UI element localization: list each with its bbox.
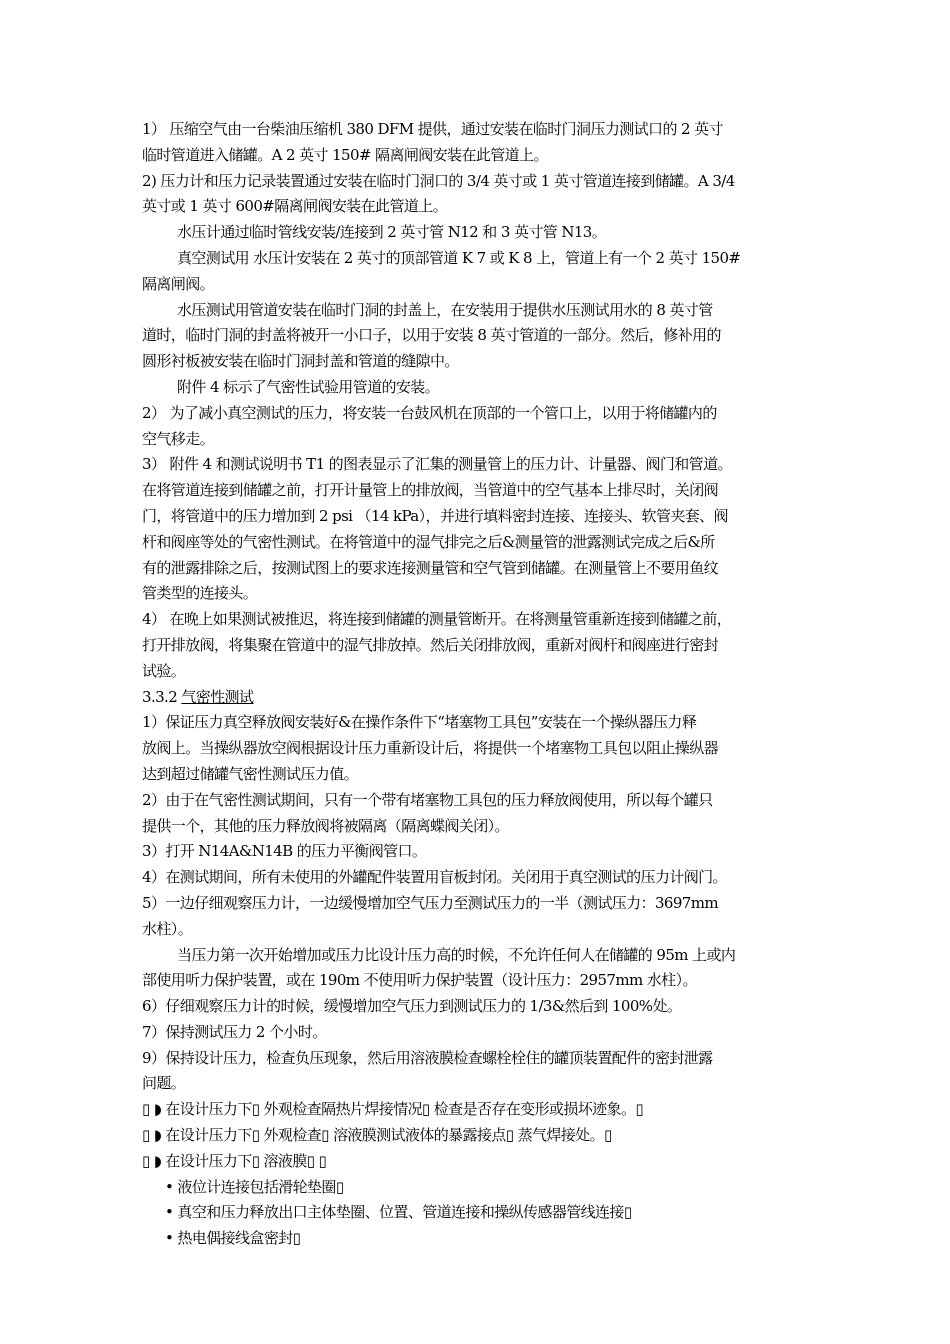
bullet-icon: • bbox=[165, 1229, 174, 1248]
text-line: 达到超过储罐气密性测试压力值。 bbox=[142, 764, 359, 783]
text-line: 当压力第一次开始增加或压力比设计压力高的时候，不允许任何人在储罐的 95m 上或内 bbox=[177, 945, 736, 964]
text-line: 道时，临时门洞的封盖将被开一小口子，以用于安装 8 英寸管道的一部分。然后，修补用的 bbox=[142, 326, 721, 345]
bullet-item bbox=[142, 1200, 808, 1226]
text-line: 5）一边仔细观察压力计，一边缓慢增加空气压力至测试压力的一半（测试压力：3697mm bbox=[142, 893, 718, 912]
text-line: 真空测试用 水压计安装在 2 英寸的顶部管道 K 7 或 K 8 上，管道上有一个 2 英寸 150# bbox=[177, 248, 741, 267]
text-line: ▯ ◗ 在设计压力下▯ 外观检查隔热片焊接情况▯ 检查是否存在变形或损坏迹象。▯ bbox=[142, 1100, 643, 1119]
text-line: 3） 附件 4 和测试说明书 T1 的图表显示了汇集的测量管上的压力计、计量器、阀门和管道。 bbox=[142, 455, 732, 474]
document-page bbox=[142, 117, 808, 1252]
text-line: 9）保持设计压力，检查负压现象，然后用溶液膜检查螺栓栓住的罐顶装置配件的密封泄露 bbox=[142, 1048, 713, 1067]
text-line: 附件 4 标示了气密性试验用管道的安装。 bbox=[177, 377, 440, 396]
text-line: 门，将管道中的压力增加到 2 psi （14 kPa），并进行填料密封连接、连接头、软管夹套、阀 bbox=[142, 506, 728, 525]
bullet-icon: • bbox=[165, 1203, 174, 1222]
text-line: 提供一个，其他的压力释放阀将被隔离（隔离蝶阀关闭）。 bbox=[142, 816, 509, 835]
text-line: 4） 在晚上如果测试被推迟，将连接到储罐的测量管断开。在将测量管重新连接到储罐之前， bbox=[142, 610, 732, 629]
text-line: 6）仔细观察压力计的时候，缓慢增加空气压力到测试压力的 1/3&然后到 100%处。 bbox=[142, 997, 682, 1016]
text-line: 1） 压缩空气由一台柴油压缩机 380 DFM 提供，通过安装在临时门洞压力测试口的 2 英寸 bbox=[142, 120, 723, 138]
text-line: 放阀上。当操纵器放空阀根据设计压力重新设计后，将提供一个堵塞物工具包以阻止操纵器 bbox=[142, 739, 719, 758]
text-line: 7）保持测试压力 2 个小时。 bbox=[142, 1022, 327, 1041]
text-line: 空气移走。 bbox=[142, 429, 215, 448]
text-line: 问题。 bbox=[142, 1074, 186, 1093]
text-line: 管类型的连接头。 bbox=[142, 584, 258, 603]
text-line: 试验。 bbox=[142, 661, 186, 680]
text-line: ▯ ◗ 在设计压力下▯ 溶液膜▯ ▯ bbox=[142, 1151, 327, 1170]
text-line: 隔离闸阀。 bbox=[142, 274, 215, 293]
bullet-item bbox=[142, 1226, 808, 1252]
bullet-text: 液位计连接包括滑轮垫圈▯ bbox=[177, 1177, 344, 1196]
section-number: 3.3.2 bbox=[142, 687, 178, 706]
text-line: 水压测试用管道安装在临时门洞的封盖上，在安装用于提供水压测试用水的 8 英寸管 bbox=[177, 300, 713, 319]
text-line: 4）在测试期间，所有未使用的外罐配件装置用盲板封闭。关闭用于真空测试的压力计阀门。 bbox=[142, 868, 727, 887]
text-line: 部使用听力保护装置，或在 190m 不使用听力保护装置（设计压力：2957mm 水柱）。 bbox=[142, 971, 697, 990]
text-line: 2) 压力计和压力记录装置通过安装在临时门洞口的 3/4 英寸或 1 英寸管道连接到储罐。A 3/4 bbox=[142, 171, 735, 190]
text-line: 1）保证压力真空释放阀安装好&在操作条件下“堵塞物工具包”安装在一个操纵器压力释 bbox=[142, 713, 697, 732]
text-line: 2）由于在气密性测试期间，只有一个带有堵塞物工具包的压力释放阀使用，所以每个罐只 bbox=[142, 790, 713, 809]
text-line: 在将管道连接到储罐之前，打开计量管上的排放阀，当管道中的空气基本上排尽时，关闭阀 bbox=[142, 481, 719, 500]
text-line: 英寸或 1 英寸 600#隔离闸阀安装在此管道上。 bbox=[142, 197, 448, 216]
bullet-icon: • bbox=[165, 1177, 174, 1196]
text-line: 水柱）。 bbox=[142, 919, 193, 938]
text-line: 3）打开 N14A&N14B 的压力平衡阀管口。 bbox=[142, 842, 427, 861]
section-title: 气密性测试 bbox=[181, 687, 254, 706]
text-line: 临时管道进入储罐。A 2 英寸 150# 隔离闸阀安装在此管道上。 bbox=[142, 145, 548, 164]
bullet-item bbox=[142, 1175, 808, 1201]
text-line: 2） 为了减小真空测试的压力，将安装一台鼓风机在顶部的一个管口上，以用于将储罐内的 bbox=[142, 403, 717, 422]
section-heading bbox=[142, 685, 808, 711]
text-line: 圆形衬板被安装在临时门洞封盖和管道的缝隙中。 bbox=[142, 352, 459, 371]
bullet-text: 真空和压力释放出口主体垫圈、位置、管道连接和操纵传感器管线连接▯ bbox=[177, 1203, 632, 1222]
bullet-text: 热电偶接线盒密封▯ bbox=[177, 1229, 301, 1248]
text-line: 打开排放阀，将集聚在管道中的湿气排放掉。然后关闭排放阀，重新对阀杆和阀座进行密封 bbox=[142, 635, 719, 654]
text-line: 有的泄露排除之后，按测试图上的要求连接测量管和空气管到储罐。在测量管上不要用鱼纹 bbox=[142, 558, 719, 577]
text-line: ▯ ◗ 在设计压力下▯ 外观检查▯ 溶液膜测试液体的暴露接点▯ 蒸气焊接处。▯ bbox=[142, 1126, 612, 1145]
text-line: 杆和阀座等处的气密性测试。在将管道中的湿气排完之后&测量管的泄露测试完成之后&所 bbox=[142, 532, 715, 551]
text-line: 水压计通过临时管线安装/连接到 2 英寸管 N12 和 3 英寸管 N13。 bbox=[177, 223, 607, 242]
